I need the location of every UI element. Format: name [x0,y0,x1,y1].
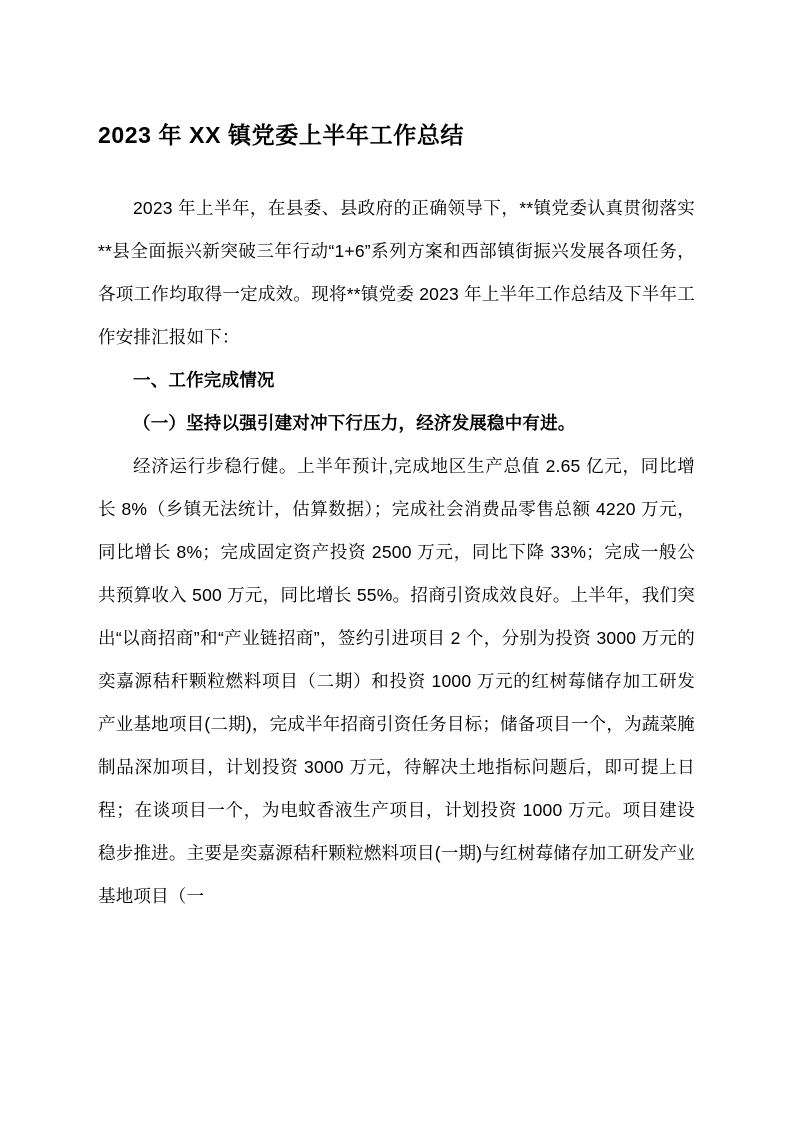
document-body [98,187,695,918]
heading-section-one-one: （一）坚持以强引建对冲下行压力，经济发展稳中有进。 [133,412,576,433]
paragraph-economy-overview: 经济运行步稳行健。上半年预计,完成地区生产总值 2.65 亿元，同比增长 8%（乡镇无法统计，估算数据）；完成社会消费品零售总额 4220 万元，同比增长 8%；完成固定资产投资 2500 万元，同比下降 33%；完成一般公共预算收入 500 万元，同比增长 55%。招商引资成效良好。上半年，我们突出“以商招商”和“产业链招商”，签约引进项目 2 个，分别为投资 3000 万元的奕嘉源秸秆颗粒燃料项目（二期）和投资 1000 万元的红树莓储存加工研发产业基地项目(二期)，完成半年招商引资任务目标；储备项目一个，为蔬菜腌制品深加项目，计划投资 3000 万元，待解决土地指标问题后，即可提上日程；在谈项目一个，为电蚊香液生产项目，计划投资 1000 万元。项目建设稳步推进。主要是奕嘉源秸秆颗粒燃料项目(一期)与红树莓储存加工研发产业基地项目（一 [98,455,695,906]
heading-section-one: 一、工作完成情况 [133,369,275,390]
paragraph-intro: 2023 年上半年，在县委、县政府的正确领导下，**镇党委认真贯彻落实**县全面振兴新突破三年行动“1+6”系列方案和西部镇街振兴发展各项任务，各项工作均取得一定成效。现将**镇党委 2023 年上半年工作总结及下半年工作安排汇报如下： [98,197,695,347]
page-title: 2023 年 XX 镇党委上半年工作总结 [98,122,465,148]
